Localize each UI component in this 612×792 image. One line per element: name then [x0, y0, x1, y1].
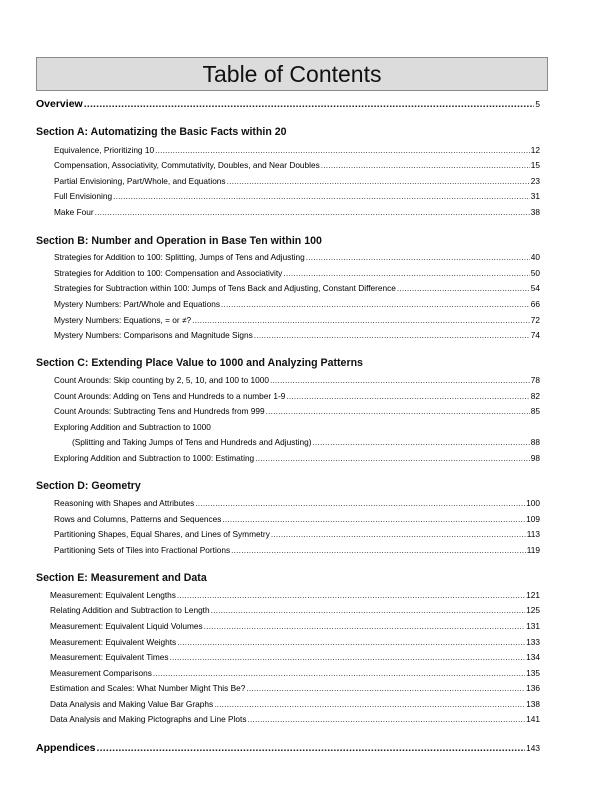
entry-label: Strategies for Subtraction within 100: Jumps of Tens Back and Adjusting, Constant Difference [54, 283, 396, 293]
dot-leader [214, 699, 525, 710]
entry-page: 82 [530, 391, 540, 401]
entry-page: 78 [530, 375, 540, 385]
toc-entry[interactable] [54, 191, 540, 202]
dot-leader [247, 714, 525, 725]
toc-entry[interactable] [50, 668, 540, 679]
entry-label: Relating Addition and Subtraction to Length [50, 605, 210, 615]
dot-leader [177, 590, 525, 601]
entry-label: Count Arounds: Skip counting by 2, 5, 10, and 100 to 1000 [54, 375, 269, 385]
dot-leader [177, 637, 525, 648]
entry-page: 125 [526, 605, 540, 615]
entry-page: 134 [526, 652, 540, 662]
entry-label: Appendices [36, 742, 96, 754]
entry-page: 135 [526, 668, 540, 678]
toc-entry[interactable] [54, 406, 540, 417]
entry-label: Count Arounds: Subtracting Tens and Hundreds from 999 [54, 406, 265, 416]
toc-entry[interactable] [54, 315, 540, 326]
entry-label: Partitioning Sets of Tiles into Fractional Portions [54, 545, 231, 555]
dot-leader [254, 330, 530, 341]
dot-leader [95, 207, 530, 218]
dot-leader [313, 437, 530, 448]
entry-page: 66 [530, 299, 540, 309]
entry-page: 109 [526, 514, 540, 524]
dot-leader [97, 742, 526, 755]
dot-leader [192, 315, 530, 326]
entry-label: Partial Envisioning, Part/Whole, and Equations [54, 176, 226, 186]
entry-page: 23 [530, 176, 540, 186]
entry-page: 88 [530, 437, 540, 447]
toc-entry[interactable] [50, 652, 540, 663]
dot-leader [231, 545, 526, 556]
dot-leader [306, 252, 530, 263]
entry-page: 113 [526, 529, 540, 539]
dot-leader [227, 176, 530, 187]
entry-label: Full Envisioning [54, 191, 113, 201]
dot-leader [204, 621, 525, 632]
entry-label: Exploring Addition and Subtraction to 1000: Estimating [54, 453, 255, 463]
section-b-heading: Section B: Number and Operation in Base Ten within 100 [36, 235, 322, 247]
entry-page: 38 [530, 207, 540, 217]
entry-label: Partitioning Shapes, Equal Shares, and Lines of Symmetry [54, 529, 270, 539]
entry-page: 141 [526, 714, 540, 724]
entry-label: Strategies for Addition to 100: Splitting, Jumps of Tens and Adjusting [54, 252, 305, 262]
dot-leader [266, 406, 530, 417]
toc-entry[interactable] [54, 160, 540, 171]
toc-entry[interactable] [54, 529, 540, 540]
entry-label: Measurement Comparisons [50, 668, 152, 678]
toc-entry[interactable] [50, 621, 540, 632]
dot-leader [246, 683, 525, 694]
entry-label: Measurement: Equivalent Liquid Volumes [50, 621, 203, 631]
toc-entry[interactable] [54, 283, 540, 294]
entry-label: Compensation, Associativity, Commutativity, Doubles, and Near Doubles [54, 160, 320, 170]
dot-leader [221, 299, 530, 310]
entry-page: 100 [526, 498, 540, 508]
entry-label: Reasoning with Shapes and Attributes [54, 498, 195, 508]
toc-entry[interactable] [54, 330, 540, 341]
page-title: Table of Contents [36, 57, 548, 91]
toc-entry[interactable] [54, 498, 540, 509]
toc-entry[interactable] [54, 252, 540, 263]
entry-page: 54 [530, 283, 540, 293]
toc-entry[interactable] [50, 590, 540, 601]
entry-page: 40 [530, 252, 540, 262]
toc-entry[interactable] [54, 268, 540, 279]
toc-entry[interactable] [72, 437, 540, 448]
entry-page: 119 [526, 545, 540, 555]
entry-label: Count Arounds: Adding on Tens and Hundreds to a number 1-9 [54, 391, 286, 401]
entry-label: Overview [36, 98, 83, 110]
entry-label: Make Four [54, 207, 94, 217]
dot-leader [271, 529, 526, 540]
section-c-heading: Section C: Extending Place Value to 1000 and Analyzing Patterns [36, 357, 363, 369]
dot-leader [270, 375, 530, 386]
entry-page: 12 [530, 145, 540, 155]
toc-entry[interactable] [54, 145, 540, 156]
toc-entry[interactable] [54, 514, 540, 525]
dot-leader [397, 283, 530, 294]
dot-leader [255, 453, 530, 464]
entry-page: 5 [535, 99, 540, 109]
entry-label: (Splitting and Taking Jumps of Tens and Hundreds and Adjusting) [72, 437, 312, 447]
dot-leader [211, 605, 526, 616]
toc-entry[interactable] [54, 299, 540, 310]
toc-entry[interactable] [54, 453, 540, 464]
toc-entry[interactable] [50, 683, 540, 694]
entry-page: 136 [526, 683, 540, 693]
toc-entry[interactable] [54, 545, 540, 556]
entry-page: 15 [530, 160, 540, 170]
entry-page: 72 [530, 315, 540, 325]
toc-entry[interactable] [54, 375, 540, 386]
entry-label: Equivalence, Prioritizing 10 [54, 145, 155, 155]
toc-entry[interactable] [50, 699, 540, 710]
toc-entry[interactable] [50, 605, 540, 616]
dot-leader [113, 191, 530, 202]
entry-label: Strategies for Addition to 100: Compensation and Associativity [54, 268, 283, 278]
toc-entry-appendices[interactable] [36, 742, 540, 755]
entry-page: 50 [530, 268, 540, 278]
entry-page: 85 [530, 406, 540, 416]
entry-page: 31 [530, 191, 540, 201]
toc-entry[interactable] [54, 207, 540, 218]
dot-leader [283, 268, 529, 279]
section-a-heading: Section A: Automatizing the Basic Facts within 20 [36, 126, 287, 138]
dot-leader [84, 98, 535, 111]
dot-leader [222, 514, 525, 525]
entry-page: 131 [526, 621, 540, 631]
toc-entry[interactable] [50, 714, 540, 725]
entry-label: Estimation and Scales: What Number Might This Be? [50, 683, 246, 693]
entry-label: Data Analysis and Making Pictographs and Line Plots [50, 714, 247, 724]
entry-page: 98 [530, 453, 540, 463]
dot-leader [155, 145, 530, 156]
entry-label: Measurement: Equivalent Times [50, 652, 169, 662]
entry-label: Measurement: Equivalent Weights [50, 637, 177, 647]
entry-page: 74 [530, 330, 540, 340]
entry-label: Measurement: Equivalent Lengths [50, 590, 176, 600]
toc-entry-overview[interactable] [36, 98, 540, 111]
entry-label: Rows and Columns, Patterns and Sequences [54, 514, 222, 524]
toc-entry[interactable] [50, 637, 540, 648]
entry-page: 138 [526, 699, 540, 709]
entry-label: Data Analysis and Making Value Bar Graphs [50, 699, 214, 709]
dot-leader [286, 391, 529, 402]
section-e-heading: Section E: Measurement and Data [36, 572, 207, 584]
entry-page: 121 [526, 590, 540, 600]
dot-leader [170, 652, 526, 663]
entry-label: Mystery Numbers: Comparisons and Magnitude Signs [54, 330, 253, 340]
entry-page: 143 [526, 743, 540, 753]
dot-leader [153, 668, 525, 679]
entry-page: 133 [526, 637, 540, 647]
toc-entry[interactable] [54, 391, 540, 402]
dot-leader [195, 498, 525, 509]
section-d-heading: Section D: Geometry [36, 480, 141, 492]
entry-label: Mystery Numbers: Part/Whole and Equations [54, 299, 221, 309]
toc-entry[interactable] [54, 176, 540, 187]
entry-label: Mystery Numbers: Equations, = or ≠? [54, 315, 192, 325]
toc-entry-label-line1[interactable]: Exploring Addition and Subtraction to 1000 [54, 422, 211, 432]
dot-leader [321, 160, 530, 171]
